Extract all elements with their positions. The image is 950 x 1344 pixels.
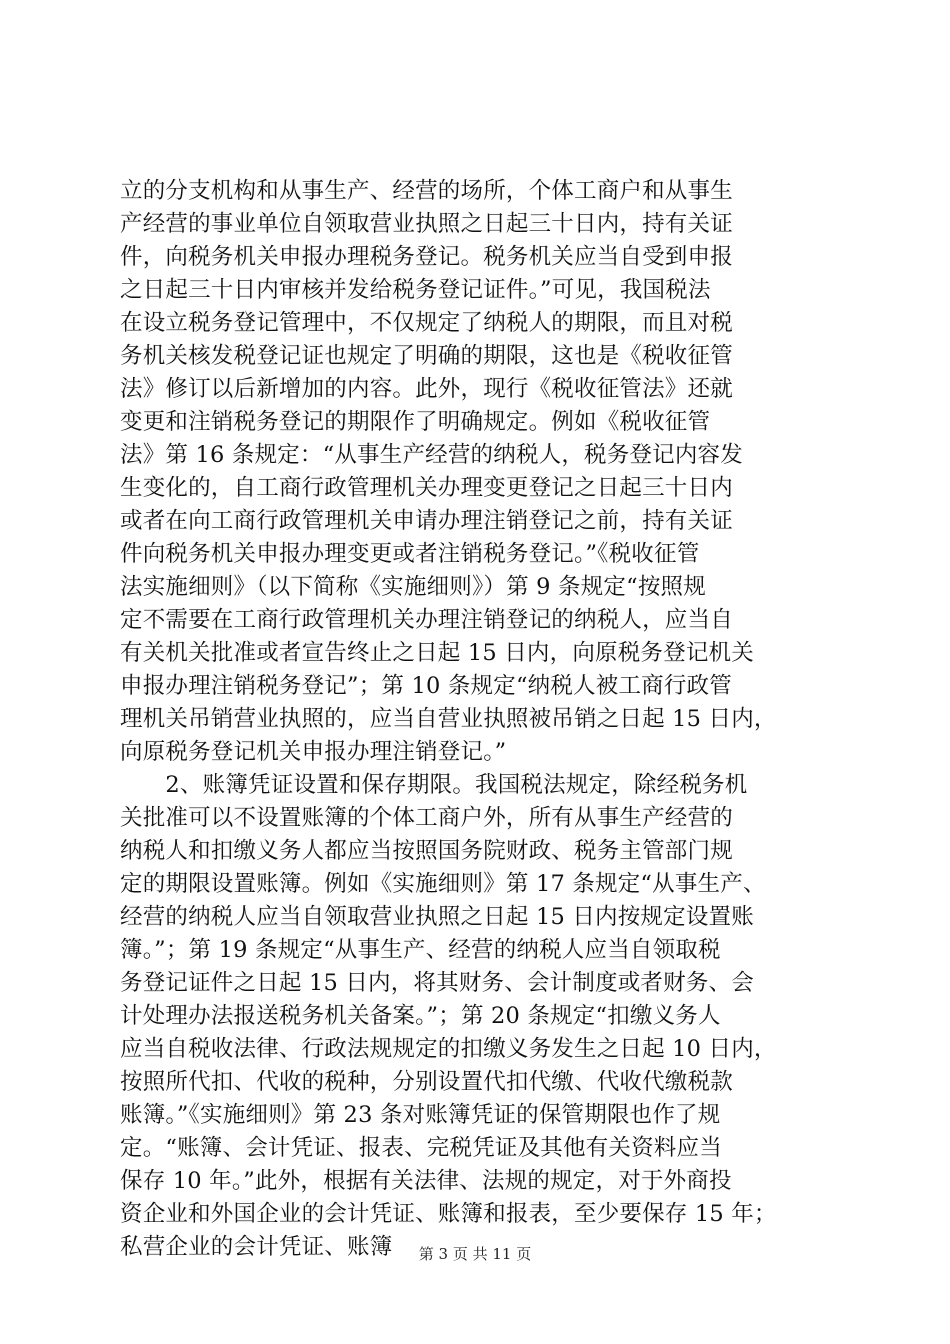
text-line: 保存 10 年。”此外，根据有关法律、法规的规定，对于外商投 xyxy=(120,1168,732,1194)
text-line: 法实施细则》（以下简称《实施细则》）第 9 条规定“按照规 xyxy=(120,574,706,600)
text-line: 应当自税收法律、行政法规规定的扣缴义务发生之日起 10 日内， xyxy=(120,1036,777,1062)
text-line: 生变化的，自工商行政管理机关办理变更登记之日起三十日内 xyxy=(120,475,733,501)
text-line: 立的分支机构和从事生产、经营的场所，个体工商户和从事生 xyxy=(120,178,733,204)
text-line: 有关机关批准或者宣告终止之日起 15 日内，向原税务登记机关 xyxy=(120,640,754,666)
text-line: 账簿。”《实施细则》第 23 条对账簿凭证的保管期限也作了规 xyxy=(120,1102,721,1128)
text-line: 或者在向工商行政管理机关申请办理注销登记之前，持有关证 xyxy=(120,508,733,534)
text-line: 定。“账簿、会计凭证、报表、完税凭证及其他有关资料应当 xyxy=(120,1135,722,1161)
text-line: 经营的纳税人应当自领取营业执照之日起 15 日内按规定设置账 xyxy=(120,904,754,930)
text-line: 务登记证件之日起 15 日内，将其财务、会计制度或者财务、会 xyxy=(120,970,754,996)
text-line: 法》修订以后新增加的内容。此外，现行《税收征管法》还就 xyxy=(120,376,733,402)
text-line: 私营企业的会计凭证、账簿 xyxy=(120,1234,393,1260)
text-line: 理机关吊销营业执照的，应当自营业执照被吊销之日起 15 日内， xyxy=(120,706,777,732)
text-line: 申报办理注销税务登记”；第 10 条规定“纳税人被工商行政管 xyxy=(120,673,732,699)
text-line: 定的期限设置账簿。例如《实施细则》第 17 条规定“从事生产、 xyxy=(120,871,766,897)
text-line: 资企业和外国企业的会计凭证、账簿和报表，至少要保存 15 年； xyxy=(120,1201,777,1227)
text-line: 变更和注销税务登记的期限作了明确规定。例如《税收征管 xyxy=(120,409,711,435)
text-line: 法》第 16 条规定：“从事生产经营的纳税人，税务登记内容发 xyxy=(120,442,743,468)
page-number-footer: 第 3 页 共 11 页 xyxy=(418,1245,532,1263)
text-line: 按照所代扣、代收的税种，分别设置代扣代缴、代收代缴税款 xyxy=(120,1069,733,1095)
text-line: 向原税务登记机关申报办理注销登记。” xyxy=(120,739,507,765)
text-line: 2、账簿凭证设置和保存期限。我国税法规定，除经税务机 xyxy=(120,772,748,798)
text-line: 之日起三十日内审核并发给税务登记证件。”可见，我国税法 xyxy=(120,277,711,303)
text-line: 关批准可以不设置账簿的个体工商户外，所有从事生产经营的 xyxy=(120,805,733,831)
text-line: 定不需要在工商行政管理机关办理注销登记的纳税人，应当自 xyxy=(120,607,733,633)
text-line: 务机关核发税登记证也规定了明确的期限，这也是《税收征管 xyxy=(120,343,733,369)
text-line: 产经营的事业单位自领取营业执照之日起三十日内，持有关证 xyxy=(120,211,733,237)
text-line: 纳税人和扣缴义务人都应当按照国务院财政、税务主管部门规 xyxy=(120,838,733,864)
text-line: 件，向税务机关申报办理税务登记。税务机关应当自受到申报 xyxy=(120,244,733,270)
text-line: 簿。”；第 19 条规定“从事生产、经营的纳税人应当自领取税 xyxy=(120,937,721,963)
text-line: 计处理办法报送税务机关备案。”；第 20 条规定“扣缴义务人 xyxy=(120,1003,721,1029)
text-line: 件向税务机关申报办理变更或者注销税务登记。”《税收征管 xyxy=(120,541,700,567)
text-line: 在设立税务登记管理中，不仅规定了纳税人的期限，而且对税 xyxy=(120,310,733,336)
body-text xyxy=(120,175,840,1264)
